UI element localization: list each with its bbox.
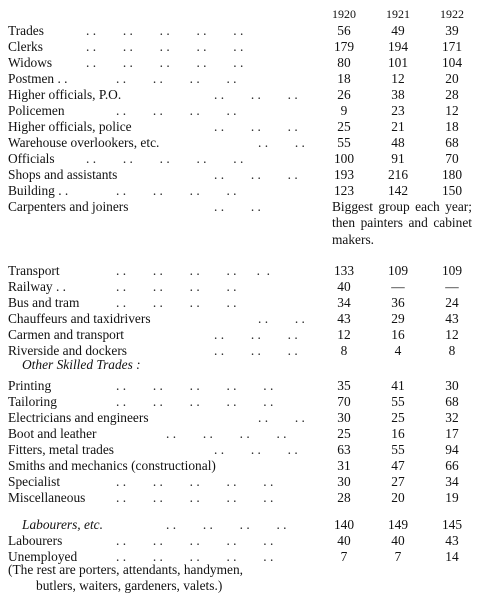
row-label: Clerks xyxy=(8,39,43,54)
value-1922: 109 xyxy=(441,263,463,278)
value-1920: 123 xyxy=(333,183,355,198)
value-1921: 194 xyxy=(387,39,409,54)
row-label: Higher officials, police xyxy=(8,119,132,134)
value-1921: 48 xyxy=(391,135,405,150)
value-1921: 20 xyxy=(391,490,405,505)
row-label: Policemen xyxy=(8,103,65,118)
table-row: . . . . . . . . Boot and leather 25 16 17 xyxy=(8,426,474,442)
value-1922: 8 xyxy=(448,343,456,358)
value-1921: 7 xyxy=(394,549,402,564)
row-label: Riverside and dockers xyxy=(8,343,127,358)
value-1922: 171 xyxy=(441,39,463,54)
row-label: Labourers xyxy=(8,533,63,548)
value-1922: 20 xyxy=(445,71,459,86)
value-1920: 80 xyxy=(337,55,351,70)
value-1922: 32 xyxy=(445,410,459,425)
row-label: Bus and tram xyxy=(8,295,80,310)
row-label: Tailoring xyxy=(8,394,57,409)
value-1920: 179 xyxy=(333,39,355,54)
table-row: . . . . . . . . Railway . . 40 — — xyxy=(8,279,474,295)
row-label: Electricians and engineers xyxy=(8,410,149,425)
row-label: Officials xyxy=(8,151,55,166)
footnote-line-1: (The rest are porters, attendants, handymen, xyxy=(8,562,243,577)
value-1920: 56 xyxy=(337,23,351,38)
table-row: . . . . . . . . . . Trades 56 49 39 xyxy=(8,23,474,39)
value-1921: 16 xyxy=(391,426,405,441)
value-1922: 66 xyxy=(445,458,459,473)
value-1921: 4 xyxy=(394,343,402,358)
value-1922: 145 xyxy=(441,517,463,532)
value-1922: 39 xyxy=(445,23,459,38)
value-1920: 55 xyxy=(337,135,351,150)
value-1922: 14 xyxy=(445,549,459,564)
value-1921: 27 xyxy=(391,474,405,489)
table-row: . . . . . . . . . . Labourers 40 40 43 xyxy=(8,533,474,549)
table-row-carpenters: . . . . Carpenters and joiners xyxy=(8,199,261,214)
value-1922: 180 xyxy=(441,167,463,182)
row-label: Fitters, metal trades xyxy=(8,442,114,457)
year-header-1922: 1922 xyxy=(440,7,464,21)
value-1920: 25 xyxy=(337,119,351,134)
value-1921: 29 xyxy=(391,311,405,326)
row-label: Smiths and mechanics (constructional) xyxy=(8,458,216,473)
value-1920: 30 xyxy=(337,474,351,489)
value-1922: 94 xyxy=(445,442,459,457)
row-label: Printing xyxy=(8,378,52,393)
value-1922: 12 xyxy=(445,103,459,118)
row-label: Boot and leather xyxy=(8,426,97,441)
row-label: Building . . xyxy=(8,183,69,198)
value-1920: 133 xyxy=(333,263,355,278)
table-row: . . . . . . . . Bus and tram 34 36 24 xyxy=(8,295,474,311)
value-1920: 140 xyxy=(333,517,355,532)
value-1922: 68 xyxy=(445,135,459,150)
row-label: Carmen and transport xyxy=(8,327,125,342)
value-1920: 70 xyxy=(337,394,351,409)
value-1922: 70 xyxy=(445,151,459,166)
value-1920: 9 xyxy=(340,103,348,118)
value-1922: — xyxy=(445,279,459,294)
value-1921: 41 xyxy=(391,378,405,393)
table-row: . . . . . . Fitters, metal trades 63 55 94 xyxy=(8,442,474,458)
table-row: . . . . . . . . . . Printing 35 41 30 xyxy=(8,378,474,394)
year-header-1921: 1921 xyxy=(386,7,410,21)
footnote-line-2: butlers, waiters, gardeners, valets.) xyxy=(36,578,223,593)
table-row: . . . . . . . . . . Officials 100 91 70 xyxy=(8,151,474,167)
value-1921: 109 xyxy=(387,263,409,278)
value-1921: — xyxy=(391,279,405,294)
row-label: Shops and assistants xyxy=(8,167,118,182)
value-1922: 34 xyxy=(445,474,459,489)
section-heading-skilled: Other Skilled Trades : xyxy=(22,357,141,372)
value-1920: 12 xyxy=(337,327,351,342)
row-label: Specialist xyxy=(8,474,61,489)
table-row: . . . . . . Shops and assistants 193 216 180 xyxy=(8,167,474,183)
value-1920: 8 xyxy=(340,343,348,358)
carpenters-note: Biggest group each year; then painters and cabinet makers. xyxy=(332,199,472,247)
value-1920: 30 xyxy=(337,410,351,425)
value-1920: 193 xyxy=(333,167,355,182)
value-1921: 142 xyxy=(387,183,409,198)
row-label: Unemployed xyxy=(8,549,78,564)
table-row: . . . . . . . . Policemen 9 23 12 xyxy=(8,103,474,119)
table-row: . . . . . . . . . . Clerks 179 194 171 xyxy=(8,39,474,55)
table-row: . . . . . . . . . . Transport 133 109 109 xyxy=(8,263,474,279)
table-row: . . . . . . . . Building . . 123 142 150 xyxy=(8,183,474,199)
row-label: Higher officials, P.O. xyxy=(8,87,122,102)
table-row: . . . . Chauffeurs and taxidrivers 43 29 43 xyxy=(8,311,474,327)
table-row: . . . . . . . . . . Unemployed 7 7 14 xyxy=(8,549,474,565)
table-row: . . . . . . . . . . Miscellaneous 28 20 19 xyxy=(8,490,474,506)
value-1922: 19 xyxy=(445,490,459,505)
value-1921: 38 xyxy=(391,87,405,102)
row-label: Widows xyxy=(8,55,53,70)
value-1921: 101 xyxy=(387,55,409,70)
value-1921: 49 xyxy=(391,23,405,38)
value-1921: 25 xyxy=(391,410,405,425)
value-1922: 30 xyxy=(445,378,459,393)
value-1922: 104 xyxy=(441,55,463,70)
value-1921: 12 xyxy=(391,71,405,86)
table-row: . . . . . . Higher officials, P.O. 26 38 28 xyxy=(8,87,474,103)
value-1920: 28 xyxy=(337,490,351,505)
value-1920: 34 xyxy=(337,295,351,310)
row-label: Chauffeurs and taxidrivers xyxy=(8,311,151,326)
table-row: . . . . . . Carmen and transport 12 16 12 xyxy=(8,327,474,343)
section-heading-labourers: Labourers, etc. . . . . . . . . 140 149 145 xyxy=(8,517,474,533)
table-row: . . . . . . . . . . Specialist 30 27 34 xyxy=(8,474,474,490)
table-row: . . . . . . Riverside and dockers 8 4 8 xyxy=(8,343,474,359)
value-1922: 150 xyxy=(441,183,463,198)
row-label: Carpenters and joiners xyxy=(8,199,129,214)
value-1921: 55 xyxy=(391,442,405,457)
table-row: . . . . . . . . . . Tailoring 70 55 68 xyxy=(8,394,474,410)
value-1922: 24 xyxy=(445,295,459,310)
value-1921: 23 xyxy=(391,103,405,118)
table-row: . . . . . . . . . . Widows 80 101 104 xyxy=(8,55,474,71)
value-1921: 40 xyxy=(391,533,405,548)
year-header-1920: 1920 xyxy=(332,7,356,21)
value-1922: 43 xyxy=(445,311,459,326)
value-1920: 43 xyxy=(337,311,351,326)
table-row: . . . . Electricians and engineers 30 25 32 xyxy=(8,410,474,426)
value-1922: 18 xyxy=(445,119,459,134)
table-row: . . . . Warehouse overlookers, etc. 55 48 68 xyxy=(8,135,474,151)
value-1922: 43 xyxy=(445,533,459,548)
value-1920: 35 xyxy=(337,378,351,393)
row-label: Warehouse overlookers, etc. xyxy=(8,135,160,150)
row-label: Postmen . . xyxy=(8,71,68,86)
table-row: . . . . . . Higher officials, police 25 21 18 xyxy=(8,119,474,135)
value-1921: 216 xyxy=(387,167,409,182)
value-1922: 28 xyxy=(445,87,459,102)
value-1920: 25 xyxy=(337,426,351,441)
value-1921: 55 xyxy=(391,394,405,409)
value-1921: 47 xyxy=(391,458,405,473)
value-1920: 31 xyxy=(337,458,351,473)
row-label: Railway . . xyxy=(8,279,67,294)
value-1920: 100 xyxy=(333,151,355,166)
value-1922: 68 xyxy=(445,394,459,409)
value-1921: 91 xyxy=(391,151,405,166)
row-label: Trades xyxy=(8,23,44,38)
table-row xyxy=(8,458,474,474)
value-1920: 40 xyxy=(337,533,351,548)
value-1920: 40 xyxy=(337,279,351,294)
value-1920: 18 xyxy=(337,71,351,86)
value-1922: 17 xyxy=(445,426,459,441)
row-label: Transport xyxy=(8,263,60,278)
value-1921: 149 xyxy=(387,517,409,532)
table-row: . . . . . . . . Postmen . . 18 12 20 xyxy=(8,71,474,87)
value-1921: 16 xyxy=(391,327,405,342)
value-1921: 21 xyxy=(391,119,405,134)
value-1922: 12 xyxy=(445,327,459,342)
row-label: Miscellaneous xyxy=(8,490,86,505)
value-1921: 36 xyxy=(391,295,405,310)
value-1920: 26 xyxy=(337,87,351,102)
value-1920: 63 xyxy=(337,442,351,457)
value-1920: 7 xyxy=(340,549,348,564)
